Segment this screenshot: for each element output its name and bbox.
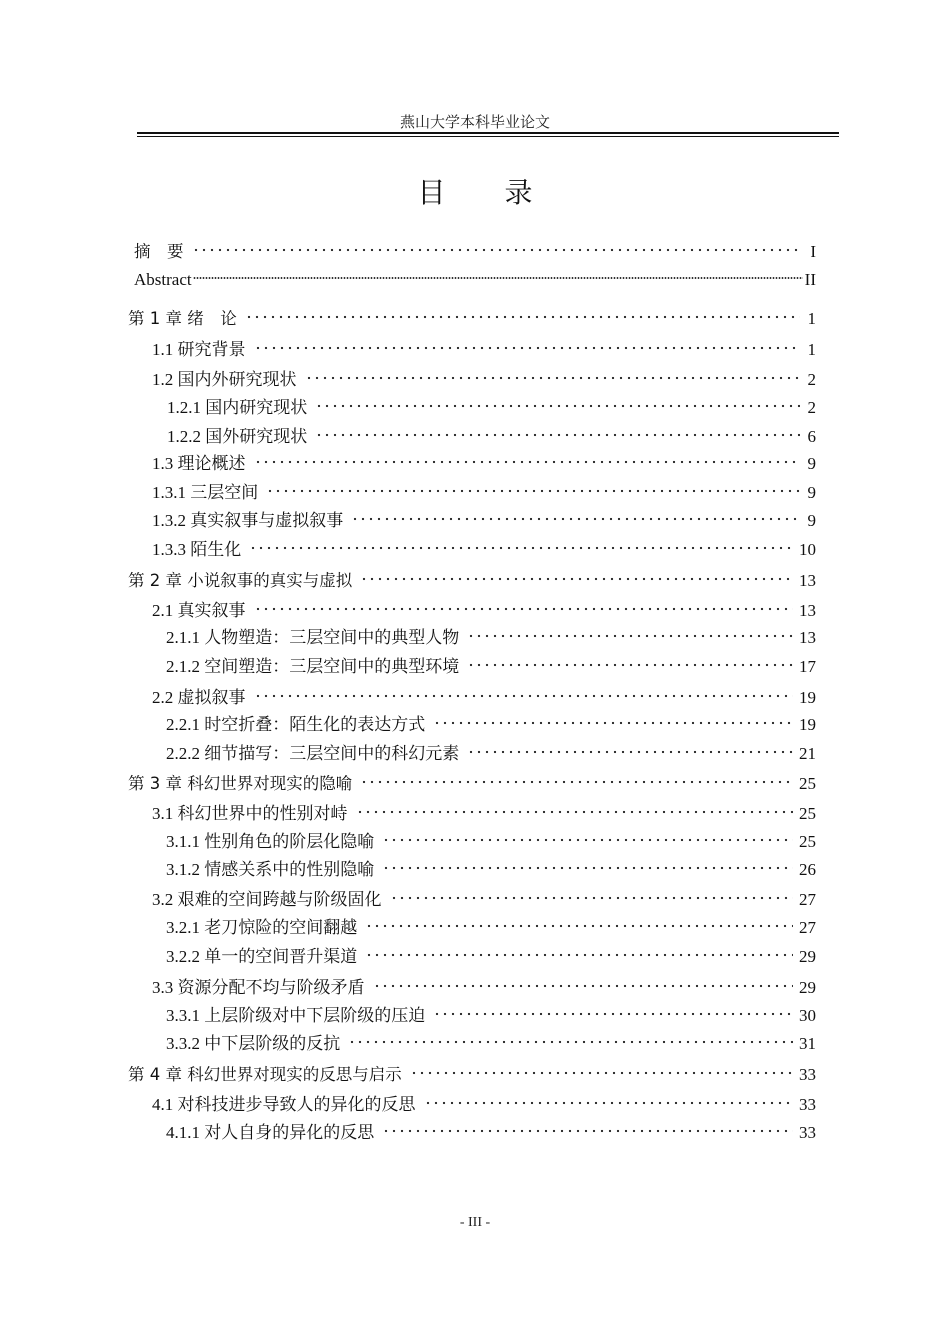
toc-leader-dots xyxy=(348,1040,793,1044)
toc-entry-page: 26 xyxy=(799,860,816,879)
toc-leader-dots xyxy=(382,838,793,842)
toc-entry-abstract-cn[interactable] xyxy=(134,240,816,264)
toc-entry-section-3-1[interactable] xyxy=(152,802,816,826)
toc-entry-label: 3.3.2 中下层阶级的反抗 xyxy=(166,1034,341,1053)
toc-leader-dots xyxy=(433,1012,793,1016)
toc-entry-chapter-1[interactable] xyxy=(128,307,816,331)
toc-entry-section-3-2-1[interactable] xyxy=(166,916,816,940)
toc-entry-label: 1.3.2 真实叙事与虚拟叙事 xyxy=(152,511,344,530)
toc-entry-section-1-2[interactable] xyxy=(152,368,816,392)
toc-entry-label: 1.3.1 三层空间 xyxy=(152,483,259,502)
toc-entry-label: 第 2 章 小说叙事的真实与虚拟 xyxy=(128,571,353,590)
toc-entry-label: 3.1.1 性别角色的阶层化隐喻 xyxy=(166,832,375,851)
toc-entry-page: 25 xyxy=(799,832,816,851)
toc-entry-page: 33 xyxy=(799,1123,816,1142)
toc-entry-section-1-2-2[interactable] xyxy=(167,425,816,449)
toc-entry-page: 33 xyxy=(799,1065,816,1084)
toc-entry-page: 1 xyxy=(807,340,816,359)
toc-entry-label: 1.2.2 国外研究现状 xyxy=(167,427,308,446)
toc-entry-chapter-4[interactable] xyxy=(128,1063,816,1087)
toc-entry-label: 1.3 理论概述 xyxy=(152,454,246,473)
toc-entry-section-1-3-2[interactable] xyxy=(152,509,816,533)
toc-entry-label: 2.1.1 人物塑造：三层空间中的典型人物 xyxy=(166,628,460,647)
toc-leader-dots xyxy=(382,1129,793,1133)
toc-entry-label: 4.1.1 对人自身的异化的反思 xyxy=(166,1123,375,1142)
toc-entry-section-2-2-2[interactable] xyxy=(166,742,816,766)
toc-entry-page: 9 xyxy=(807,454,816,473)
toc-leader-dots xyxy=(245,315,800,319)
toc-leader-dots xyxy=(390,896,794,900)
toc-entry-section-2-2-1[interactable] xyxy=(166,713,816,737)
toc-entry-section-2-2[interactable] xyxy=(152,686,816,710)
toc-entry-page: 29 xyxy=(799,947,816,966)
toc-entry-section-3-1-2[interactable] xyxy=(166,858,816,882)
toc-entry-page: 13 xyxy=(799,628,816,647)
toc-entry-page: 10 xyxy=(799,540,816,559)
toc-entry-chapter-3[interactable] xyxy=(128,772,816,796)
toc-entry-label: Abstract xyxy=(134,270,192,289)
toc-entry-label: 3.2.1 老刀惊险的空间翻越 xyxy=(166,918,358,937)
toc-entry-section-1-3-3[interactable] xyxy=(152,538,816,562)
toc-leader-dots xyxy=(356,810,794,814)
toc-entry-page: 25 xyxy=(799,774,816,793)
toc-leader-dots xyxy=(254,694,794,698)
toc-entry-page: 29 xyxy=(799,978,816,997)
toc-entry-label: 1.1 研究背景 xyxy=(152,340,246,359)
toc-entry-page: 9 xyxy=(807,511,816,530)
toc-leader-dots xyxy=(351,517,800,521)
toc-leader-dots xyxy=(410,1071,793,1075)
toc-entry-chapter-2[interactable] xyxy=(128,569,816,593)
toc-entry-section-3-1-1[interactable] xyxy=(166,830,816,854)
toc-entry-page: 33 xyxy=(799,1095,816,1114)
toc-entry-section-2-1-1[interactable] xyxy=(166,626,816,650)
toc-leader-dots xyxy=(365,924,793,928)
toc-entry-page: I xyxy=(810,242,816,261)
toc-entry-label: 2.1.2 空间塑造：三层空间中的典型环境 xyxy=(166,657,460,676)
toc-entry-page: 31 xyxy=(799,1034,816,1053)
toc-entry-page: 1 xyxy=(807,309,816,328)
toc-entry-section-2-1[interactable] xyxy=(152,599,816,623)
toc-entry-label: 3.1 科幻世界中的性别对峙 xyxy=(152,804,348,823)
toc-entry-label: 2.1 真实叙事 xyxy=(152,601,246,620)
toc-entry-section-3-2-2[interactable] xyxy=(166,945,816,969)
toc-entry-label: 第 3 章 科幻世界对现实的隐喻 xyxy=(128,774,353,793)
toc-entry-label: 2.2 虚拟叙事 xyxy=(152,688,246,707)
toc-entry-label: 3.3 资源分配不均与阶级矛盾 xyxy=(152,978,365,997)
toc-entry-abstract-en[interactable] xyxy=(134,268,816,292)
toc-entry-page: 9 xyxy=(807,483,816,502)
toc-leader-dots xyxy=(315,433,800,437)
toc-entry-page: 19 xyxy=(799,715,816,734)
toc-leader-dots xyxy=(249,546,793,550)
toc-entry-page: 27 xyxy=(799,890,816,909)
toc-entry-page: 13 xyxy=(799,601,816,620)
toc-entry-section-3-3[interactable] xyxy=(152,976,816,1000)
toc-entry-page: 27 xyxy=(799,918,816,937)
toc-leader-dots xyxy=(192,248,801,252)
toc-entry-page: 17 xyxy=(799,657,816,676)
toc-entry-label: 2.2.2 细节描写：三层空间中的科幻元素 xyxy=(166,744,460,763)
toc-entry-section-1-3[interactable] xyxy=(152,452,816,476)
running-header: 燕山大学本科毕业论文 xyxy=(399,115,550,131)
toc-entry-section-4-1-1[interactable] xyxy=(166,1121,816,1145)
toc-leader-dots xyxy=(382,866,793,870)
toc-entry-section-1-2-1[interactable] xyxy=(167,396,816,420)
toc-leader-dots xyxy=(360,577,793,581)
toc-leader-dots xyxy=(305,376,801,380)
toc-entry-section-2-1-2[interactable] xyxy=(166,655,816,679)
toc-entry-page: 13 xyxy=(799,571,816,590)
toc-entry-label: 1.2.1 国内研究现状 xyxy=(167,398,308,417)
toc-leader-dots xyxy=(467,663,793,667)
toc-entry-label: 3.1.2 情感关系中的性别隐喻 xyxy=(166,860,375,879)
toc-entry-section-3-3-2[interactable] xyxy=(166,1032,816,1056)
toc-leader-dots xyxy=(193,276,803,280)
toc-entry-page: 6 xyxy=(807,427,816,446)
toc-entry-section-1-3-1[interactable] xyxy=(152,481,816,505)
toc-entry-label: 3.3.1 上层阶级对中下层阶级的压迫 xyxy=(166,1006,426,1025)
toc-leader-dots xyxy=(360,780,793,784)
toc-title: 目 录 xyxy=(417,178,559,209)
toc-entry-section-4-1[interactable] xyxy=(152,1093,816,1117)
toc-leader-dots xyxy=(467,750,793,754)
toc-entry-label: 3.2.2 单一的空间晋升渠道 xyxy=(166,947,358,966)
toc-leader-dots xyxy=(424,1101,794,1105)
toc-entry-page: 2 xyxy=(807,398,816,417)
toc-entry-label: 2.2.1 时空折叠：陌生化的表达方式 xyxy=(166,715,426,734)
toc-entry-page: 2 xyxy=(807,370,816,389)
toc-leader-dots xyxy=(254,460,801,464)
toc-leader-dots xyxy=(365,953,793,957)
toc-entry-page: 19 xyxy=(799,688,816,707)
toc-entry-page: 30 xyxy=(799,1006,816,1025)
toc-leader-dots xyxy=(254,346,801,350)
toc-entry-page: 25 xyxy=(799,804,816,823)
toc-entry-label: 第 4 章 科幻世界对现实的反思与启示 xyxy=(128,1065,402,1084)
toc-leader-dots xyxy=(315,404,800,408)
toc-entry-label: 1.2 国内外研究现状 xyxy=(152,370,297,389)
toc-leader-dots xyxy=(254,607,794,611)
toc-entry-label: 1.3.3 陌生化 xyxy=(152,540,242,559)
toc-entry-page: 21 xyxy=(799,744,816,763)
toc-entry-page: II xyxy=(804,270,816,289)
toc-leader-dots xyxy=(433,721,793,725)
toc-entry-section-1-1[interactable] xyxy=(152,338,816,362)
toc-leader-dots xyxy=(467,634,793,638)
toc-leader-dots xyxy=(266,489,800,493)
toc-entry-label: 3.2 艰难的空间跨越与阶级固化 xyxy=(152,890,382,909)
toc-leader-dots xyxy=(373,984,794,988)
toc-entry-label: 4.1 对科技进步导致人的异化的反思 xyxy=(152,1095,416,1114)
toc-entry-label: 摘 要 xyxy=(134,242,184,261)
toc-entry-section-3-2[interactable] xyxy=(152,888,816,912)
page-number: - III - xyxy=(459,1215,491,1230)
toc-entry-section-3-3-1[interactable] xyxy=(166,1004,816,1028)
toc-entry-label: 第 1 章 绪 论 xyxy=(128,309,237,328)
